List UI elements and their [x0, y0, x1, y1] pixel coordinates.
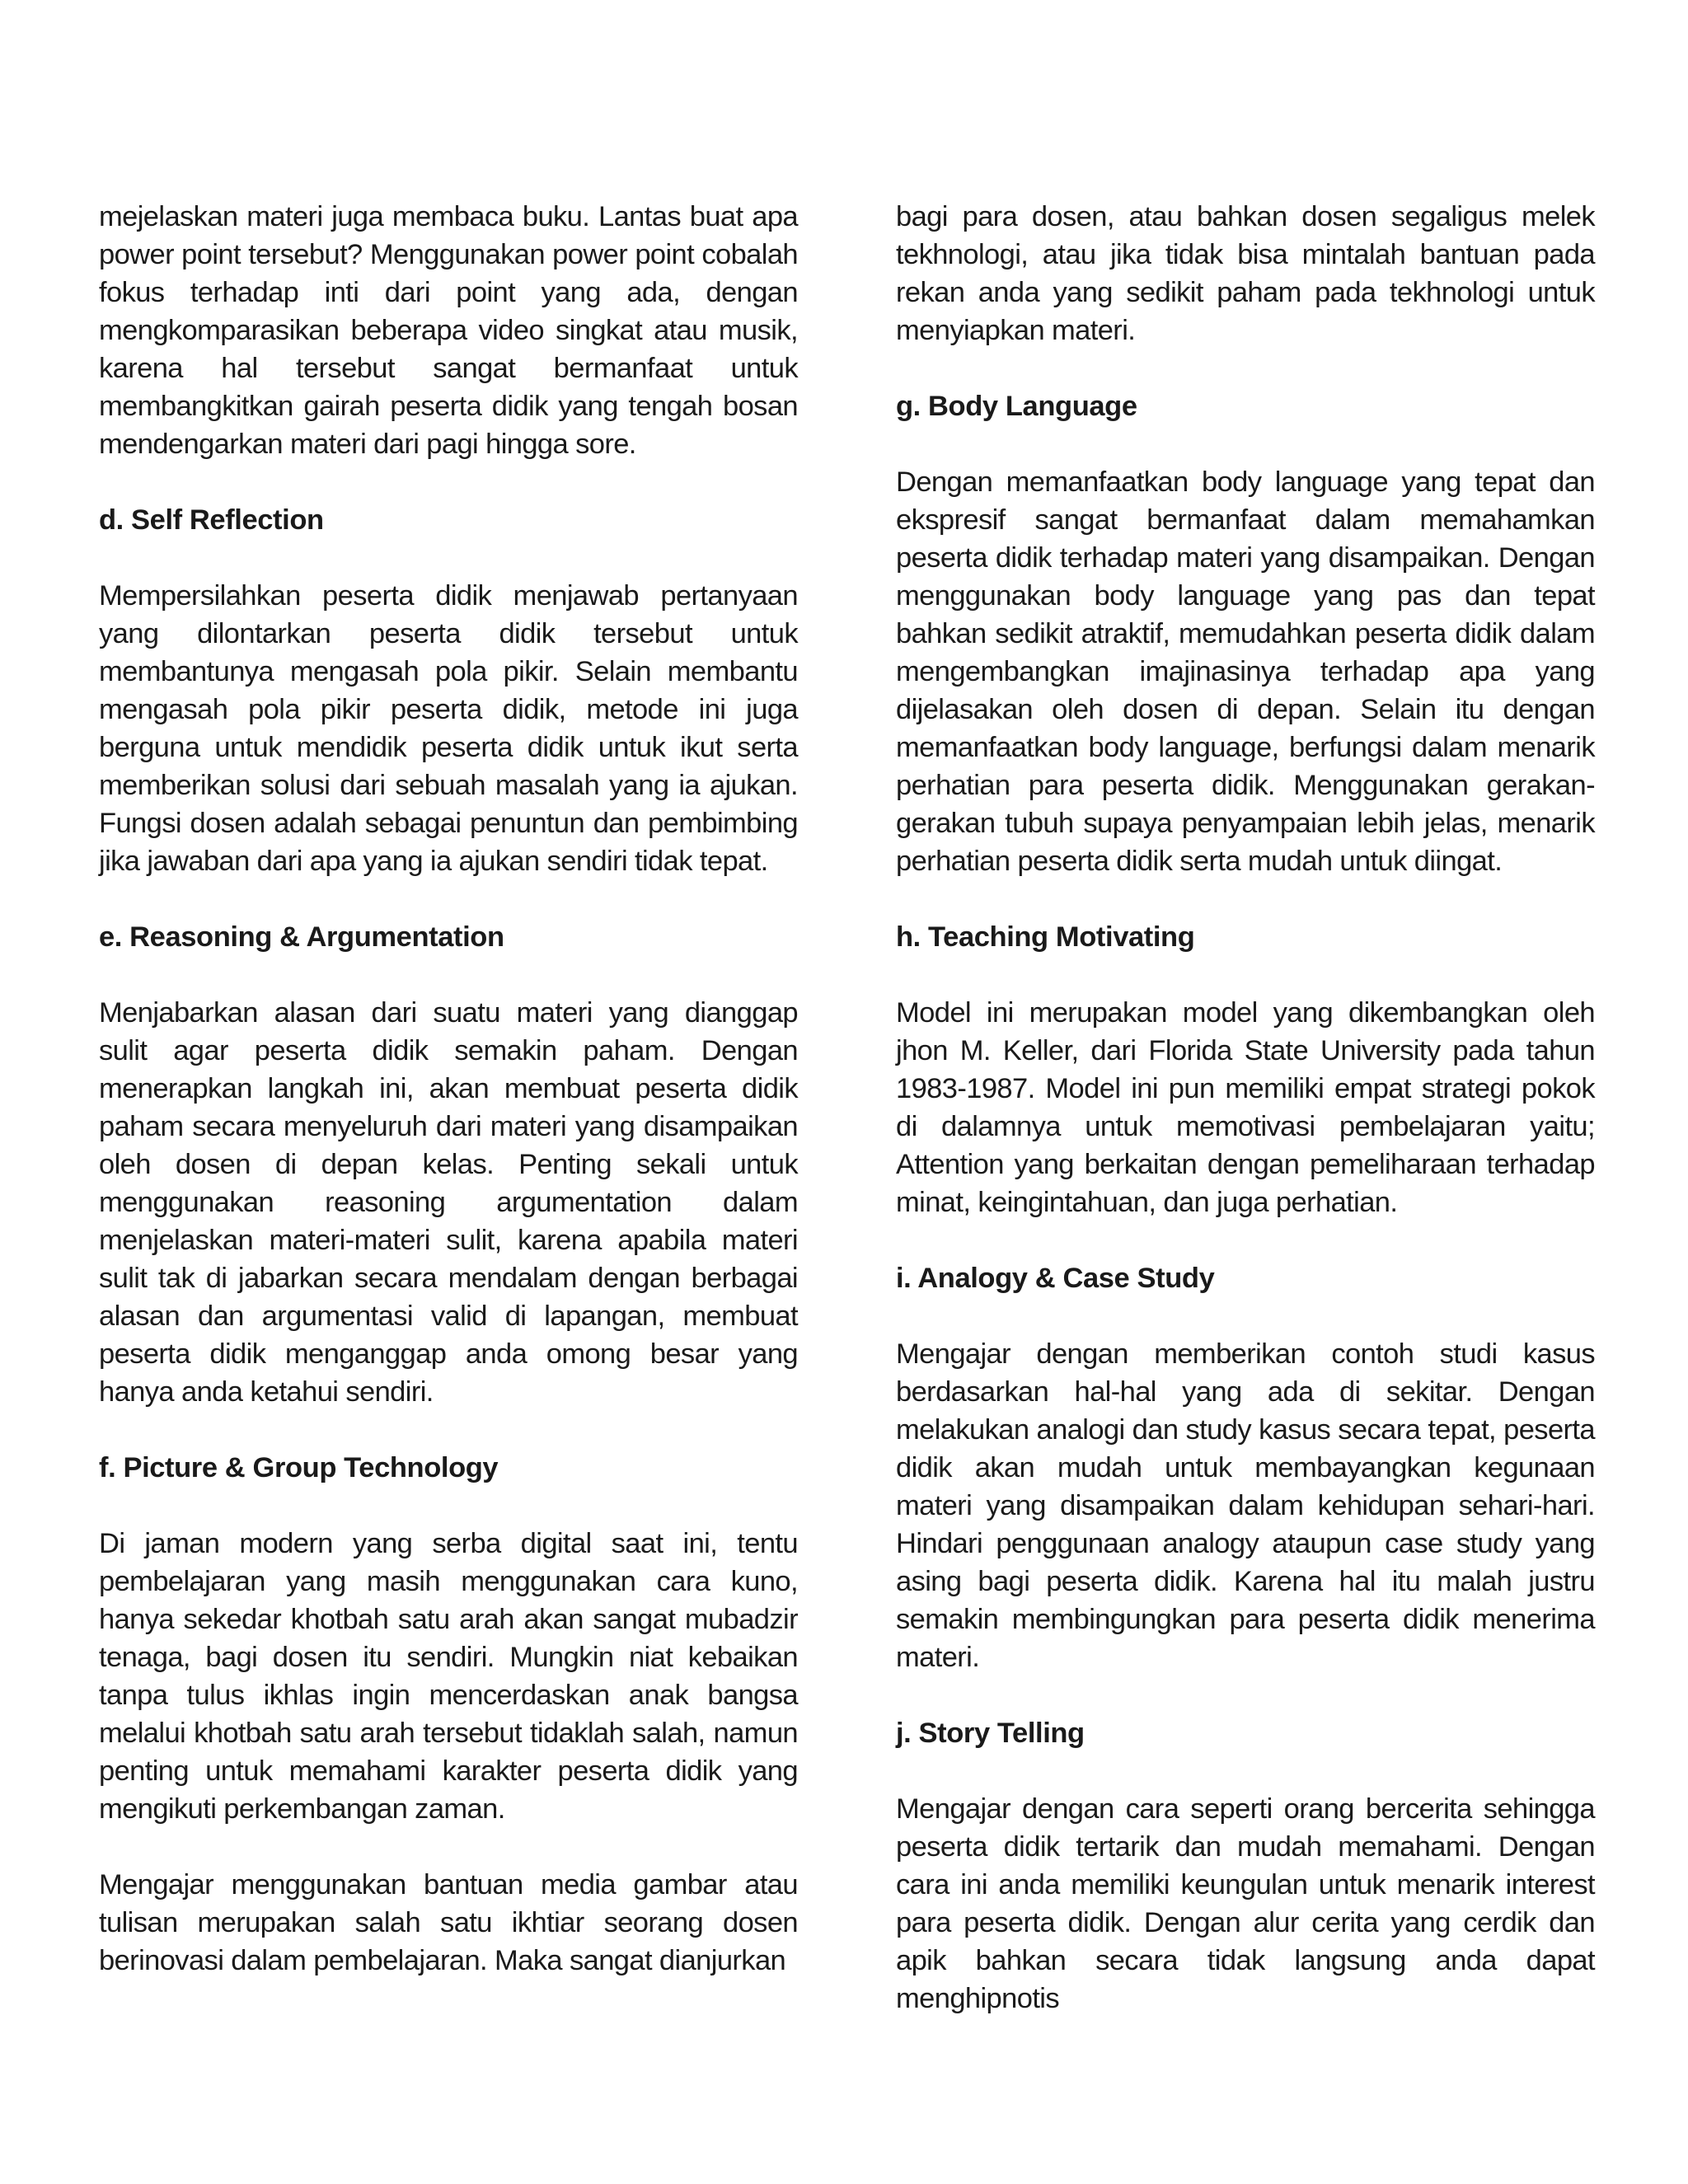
paragraph-reasoning-argumentation: Menjabarkan alasan dari suatu materi yang dianggap sulit agar peserta didik semakin paham. Dengan menerapkan langkah ini, akan membuat peserta didik paham secara menyeluruh dari materi yang disampaikan oleh dosen di depan kelas. Penting sekali untuk menggunakan reasoning argumentation dalam menjelaskan materi-materi sulit, karena apabila materi sulit tak di jabarkan secara mendalam dengan berbagai alasan dan argumentasi valid di lapangan, membuat peserta didik menganggap anda omong besar yang hanya anda ketahui sendiri. [99, 997, 798, 1408]
paragraph-continuation-left: mejelaskan materi juga membaca buku. Lantas buat apa power point tersebut? Menggunakan power point cobalah fokus terhadap inti dari point yang ada, dengan mengkomparasikan beberapa video singkat atau musik, karena hal tersebut sangat bermanfaat untuk membangkitkan gairah peserta didik yang tengah bosan mendengarkan materi dari pagi hingga sore. [99, 201, 798, 460]
paragraph-body-language: Dengan memanfaatkan body language yang tepat dan ekspresif sangat bermanfaat dalam memahamkan peserta didik terhadap materi yang disampaikan. Dengan menggunakan body language yang pas dan tepat bahkan sedikit atraktif, memudahkan peserta didik dalam mengembangkan imajinasinya terhadap apa yang dijelasakan oleh dosen di depan. Selain itu dengan memanfaatkan body language, berfungsi dalam menarik perhatian para peserta didik. Menggunakan gerakan-gerakan tubuh supaya penyampaian lebih jelas, menarik perhatian peserta didik serta mudah untuk diingat. [896, 466, 1595, 877]
paragraph-self-reflection: Mempersilahkan peserta didik menjawab pertanyaan yang dilontarkan peserta didik tersebut untuk membantunya mengasah pola pikir. Selain membantu mengasah pola pikir peserta didik, metode ini juga berguna untuk mendidik peserta didik untuk ikut serta memberikan solusi dari sebuah masalah yang ia ajukan. Fungsi dosen adalah sebagai penuntun dan pembimbing jika jawaban dari apa yang ia ajukan sendiri tidak tepat. [99, 580, 798, 877]
paragraph-analogy-case-study: Mengajar dengan memberikan contoh studi kasus berdasarkan hal-hal yang ada di sekitar. Dengan melakukan analogi dan study kasus secara tepat, peserta didik akan mudah untuk membayangkan kegunaan materi yang disampaikan dalam kehidupan sehari-hari. Hindari penggunaan analogy ataupun case study yang asing bagi peserta didik. Karena hal itu malah justru semakin membingungkan para peserta didik menerima materi. [896, 1338, 1595, 1673]
heading-picture-group-technology: f. Picture & Group Technology [99, 1452, 499, 1483]
heading-teaching-motivating: h. Teaching Motivating [896, 921, 1195, 953]
paragraph-teaching-motivating: Model ini merupakan model yang dikembangkan oleh jhon M. Keller, dari Florida State University pada tahun 1983-1987. Model ini pun memiliki empat strategi pokok di dalamnya untuk memotivasi pembelajaran yaitu; Attention yang berkaitan dengan pemeliharaan terhadap minat, keingintahuan, dan juga perhatian. [896, 997, 1595, 1218]
heading-body-language: g. Body Language [896, 391, 1137, 422]
paragraph-picture-group-technology-1: Di jaman modern yang serba digital saat ini, tentu pembelajaran yang masih menggunakan cara kuno, hanya sekedar khotbah satu arah akan sangat mubadzir tenaga, bagi dosen itu sendiri. Mungkin niat kebaikan tanpa tulus ikhlas ingin mencerdaskan anak bangsa melalui khotbah satu arah tersebut tidaklah salah, namun penting untuk memahami karakter peserta didik yang mengikuti perkembangan zaman. [99, 1528, 798, 1825]
paragraph-story-telling: Mengajar dengan cara seperti orang bercerita sehingga peserta didik tertarik dan mudah memahami. Dengan cara ini anda memiliki keungulan untuk menarik interest para peserta didik. Dengan alur cerita yang cerdik dan apik bahkan secara tidak langsung anda dapat menghipnotis [896, 1793, 1595, 2014]
heading-reasoning-argumentation: e. Reasoning & Argumentation [99, 921, 504, 953]
heading-story-telling: j. Story Telling [896, 1718, 1085, 1749]
heading-self-reflection: d. Self Reflection [99, 504, 324, 536]
right-column [896, 198, 1595, 2055]
paragraph-continuation-right: bagi para dosen, atau bahkan dosen segaligus melek tekhnologi, atau jika tidak bisa mintalah bantuan pada rekan anda yang sedikit paham pada tekhnologi untuk menyiapkan materi. [896, 201, 1595, 346]
left-column [99, 198, 798, 2018]
paragraph-picture-group-technology-2: Mengajar menggunakan bantuan media gambar atau tulisan merupakan salah satu ikhtiar seorang dosen berinovasi dalam pembelajaran. Maka sangat dianjurkan [99, 1869, 798, 1976]
heading-analogy-case-study: i. Analogy & Case Study [896, 1263, 1215, 1294]
